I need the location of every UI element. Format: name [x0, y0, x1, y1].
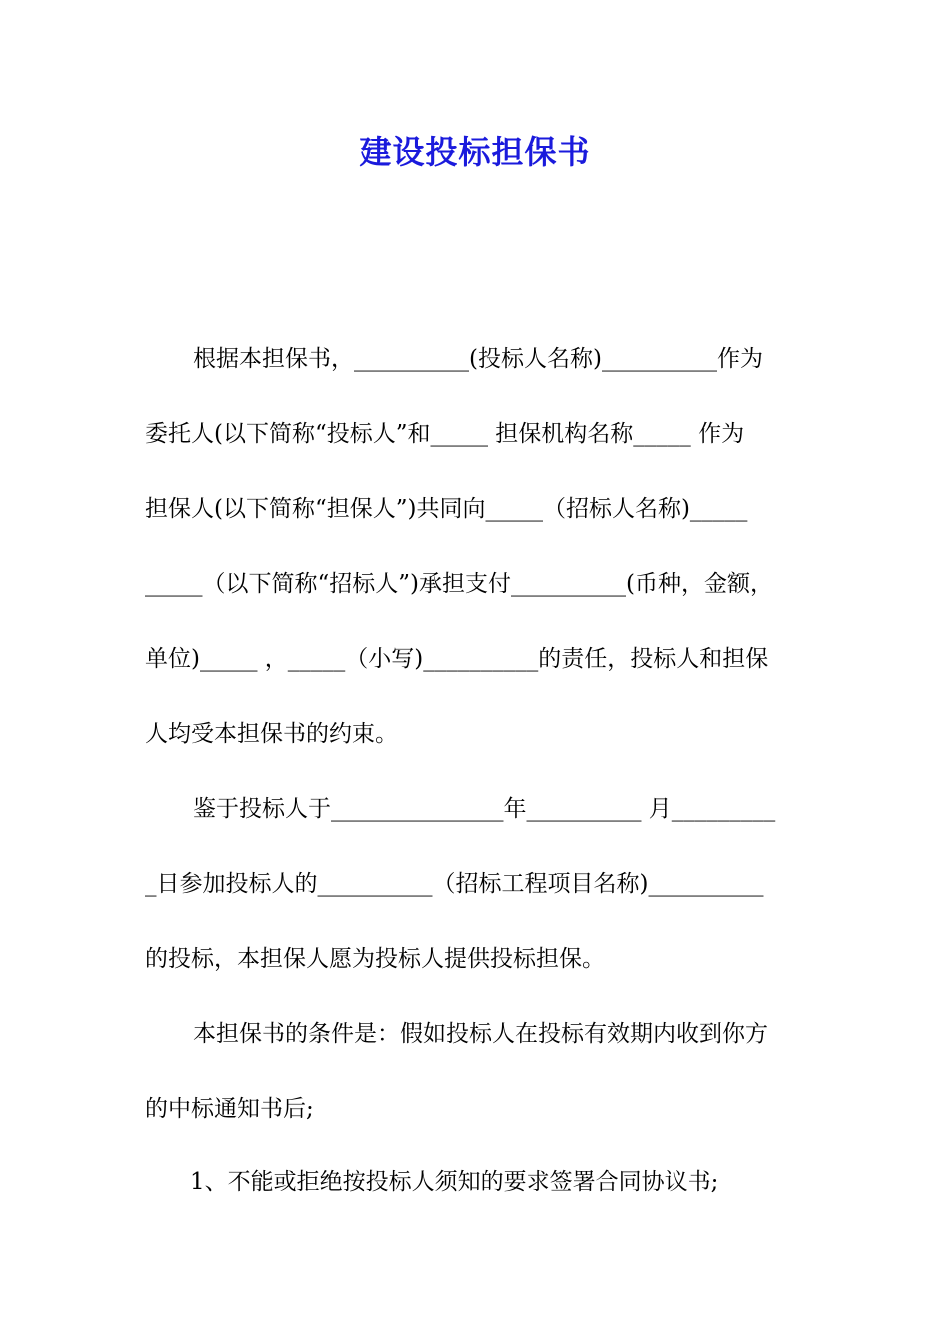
paragraph-1-line-4: _____（以下简称“招标人”)承担支付__________(币种，金额， — [145, 571, 773, 597]
paragraph-2-line-2: _日参加投标人的__________（招标工程项目名称)__________ — [145, 871, 764, 897]
paragraph-1-line-5: 单位)_____ ，_____（小写)__________的责任，投标人和担保 — [145, 646, 769, 672]
paragraph-1-line-2: 委托人(以下简称“投标人”和_____ 担保机构名称_____ 作为 — [145, 421, 745, 447]
paragraph-1-line-6: 人均受本担保书的约束。 — [145, 721, 398, 747]
paragraph-3-line-2: 的中标通知书后; — [145, 1096, 314, 1122]
paragraph-3-line-1: 本担保书的条件是：假如投标人在投标有效期内收到你方 — [193, 1021, 768, 1047]
paragraph-1-line-3: 担保人(以下简称“担保人”)共同向_____（招标人名称)_____ — [145, 496, 748, 522]
document-title: 建设投标担保书 — [359, 133, 591, 171]
paragraph-2-line-1: 鉴于投标人于_______________年__________ 月_________ — [193, 796, 776, 822]
paragraph-2-line-3: 的投标，本担保人愿为投标人提供投标担保。 — [145, 946, 605, 972]
condition-item-1: 1、不能或拒绝按投标人须知的要求签署合同协议书; — [190, 1169, 719, 1195]
paragraph-1-line-1: 根据本担保书，__________(投标人名称)__________作为 — [193, 346, 763, 372]
